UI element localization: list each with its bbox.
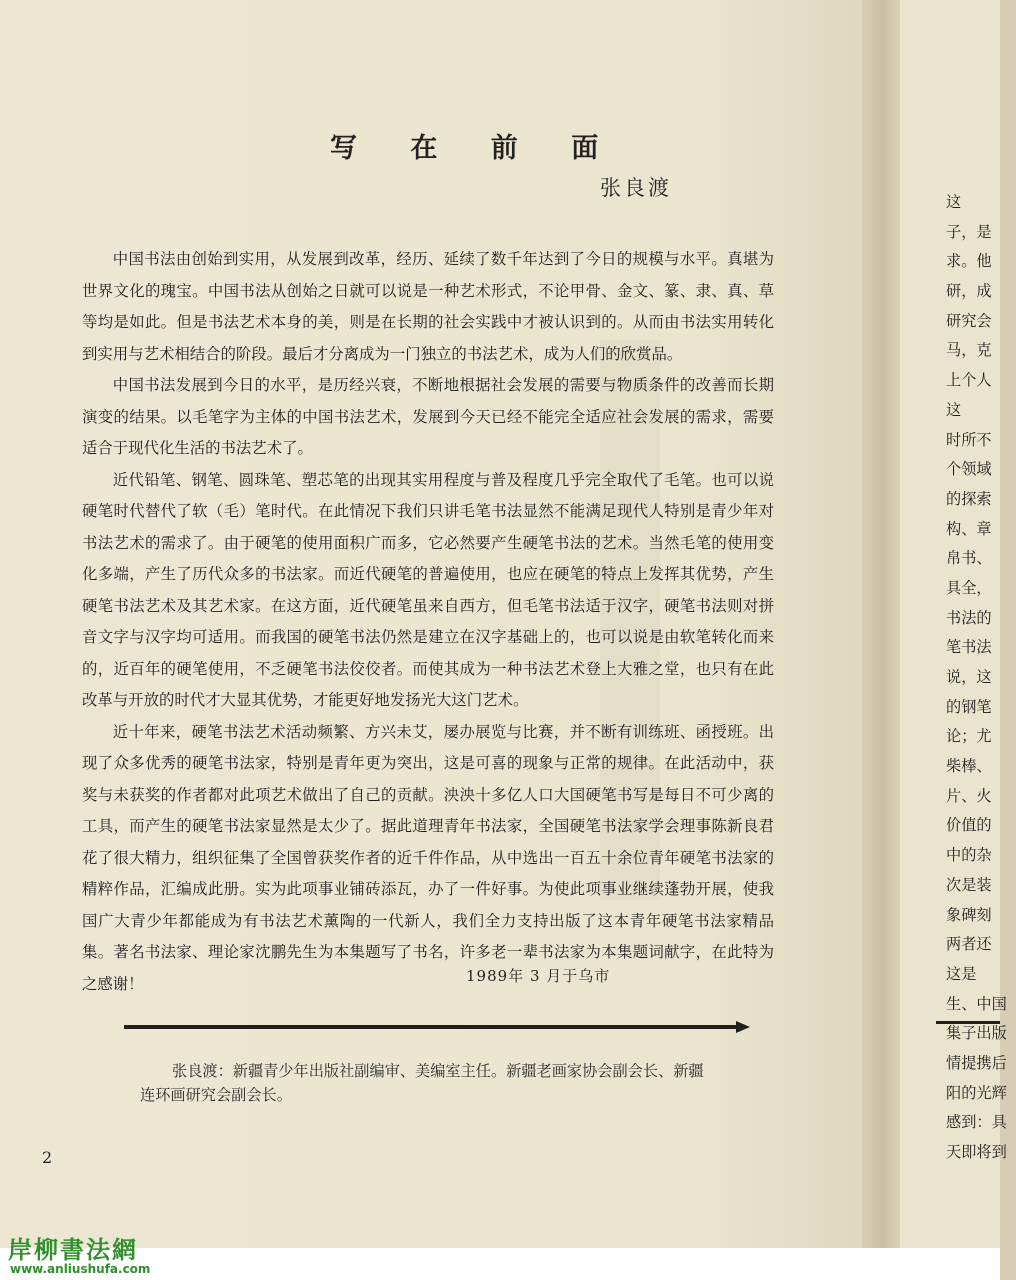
right-line: 上个人 xyxy=(946,371,992,390)
date-signature: 1989年 3 月于乌市 xyxy=(466,967,611,985)
right-line: 这 xyxy=(946,400,962,419)
right-line: 感到：具 xyxy=(946,1113,1007,1132)
right-line: 片、火 xyxy=(946,786,992,805)
watermark-url: www.anliushufa.com xyxy=(10,1262,151,1276)
right-line: 阳的光辉 xyxy=(946,1083,1007,1102)
paragraph-3: 近代铅笔、钢笔、圆珠笔、塑芯笔的出现其实用程度与普及程度几乎完全取代了毛笔。也可以说硬笔时代替代了软（毛）笔时代。在此情况下我们只讲毛笔书法显然不能满足现代人特别是青少年对书法艺术的需求了。由于硬笔的使用面积广而多，它必然要产生硬笔书法的艺术。当然毛笔的使用变化多端，产生了历代众多的书法家。而近代硬笔的普遍使用，也应在硬笔的特点上发挥其优势，产生硬笔书法艺术及其艺术家。在这方面，近代硬笔虽来自西方，但毛笔书法适于汉字，硬笔书法则对拼音文字与汉字均可适用。而我国的硬笔书法仍然是建立在汉字基础上的，也可以说是由软笔转化而来的，近百年的硬笔使用，不乏硬笔书法佼佼者。而使其成为一种书法艺术登上大雅之堂，也只有在此改革与开放的时代才大显其优势，才能更好地发扬光大这门艺术。 xyxy=(82,470,774,709)
right-line: 书法的 xyxy=(946,608,992,627)
right-line: 象碑刻 xyxy=(946,905,992,924)
right-line: 这 xyxy=(946,193,962,211)
book-gutter xyxy=(862,0,902,1248)
right-line: 论；尤 xyxy=(946,727,992,746)
right-line: 时所不 xyxy=(946,430,992,449)
right-line: 求。他 xyxy=(946,252,992,271)
paragraph-2: 中国书法发展到今日的水平，是历经兴衰，不断地根据社会发展的需要与物质条件的改善而长期演变的结果。以毛笔字为主体的中国书法艺术，发展到今天已经不能完全适应社会发展的需求，需要适合于现代化生活的书法艺术了。 xyxy=(82,376,774,457)
right-line: 子，是 xyxy=(946,222,992,241)
paragraph-4: 近十年来，硬笔书法艺术活动频繁、方兴未艾，屡办展览与比赛，并不断有训练班、函授班。出现了众多优秀的硬笔书法家，特别是青年更为突出，这是可喜的现象与正常的规律。在此活动中，获奖与未获奖的作者都对此项艺术做出了自己的贡献。泱泱十多亿人口大国硬笔书写是每日不可少离的工具，而产生的硬笔书法家显然是太少了。据此道理青年书法家，全国硬笔书法家学会理事陈新良君花了很大精力，组织征集了全国曾获奖作者的近千件作品，从中选出一百五十余位青年硬笔书法家的精粹作品，汇编成此册。实为此项事业铺砖添瓦，办了一件好事。为使此项事业继续蓬勃开展，使我国广大青少年都能成为有书法艺术薰陶的一代新人，我们全力支持出版了这本青年硬笔书法家精品集。著名书法家、理论家沈鹏先生为本集题写了书名，许多老一辈书法家为本集题词献字，在此特为之感谢！ xyxy=(82,722,774,993)
right-line: 生、中国 xyxy=(946,994,1007,1013)
right-line: 构、章 xyxy=(946,519,992,538)
paragraph-1: 中国书法由创始到实用，从发展到改革，经历、延续了数千年达到了今日的规模与水平。真堪为世界文化的瑰宝。中国书法从创始之日就可以说是一种艺术形式，不论甲骨、金文、篆、隶、真、草等均是如此。但是书法艺术本身的美，则是在长期的社会实践中才被认识到的。从而由书法实用转化到实用与艺术相结合的阶段。最后才分离成为一门独立的书法艺术，成为人们的欣赏品。 xyxy=(82,250,774,363)
right-line: 次是装 xyxy=(946,875,992,894)
right-line: 这是 xyxy=(946,964,977,983)
footnote-line-1: 张良渡：新疆青少年出版社副编审、美编室主任。新疆老画家协会副会长、新疆 xyxy=(172,1062,704,1080)
right-line: 帛书、 xyxy=(946,549,992,568)
page-number: 2 xyxy=(42,1148,53,1167)
right-line: 天即将到 xyxy=(946,1143,1007,1161)
right-line: 中的杂 xyxy=(946,846,992,865)
footnote-divider xyxy=(124,1025,738,1029)
right-line: 的钢笔 xyxy=(946,697,992,716)
right-line: 情提携后 xyxy=(946,1053,1007,1072)
right-line: 价值的 xyxy=(946,816,992,835)
right-line: 两者还 xyxy=(946,935,992,954)
right-line: 说，这 xyxy=(946,668,992,686)
right-line: 马，克 xyxy=(946,341,992,360)
preface-body xyxy=(82,244,774,1000)
right-line: 研，成 xyxy=(946,282,992,301)
watermark-logo: 岸柳書法網 xyxy=(8,1236,138,1264)
right-line: 的探索 xyxy=(946,489,992,508)
divider-arrow-tip xyxy=(736,1021,750,1033)
right-line: 个领域 xyxy=(946,460,992,479)
right-line: 研究会 xyxy=(946,311,992,330)
right-line: 集子出版 xyxy=(946,1024,1007,1043)
author-footnote xyxy=(140,1059,740,1107)
right-line: 柴棒、 xyxy=(946,757,992,776)
right-line: 笔书法 xyxy=(946,638,992,657)
page-title: 写 在 前 面 xyxy=(330,133,621,164)
author-name: 张良渡 xyxy=(600,176,672,200)
right-page-divider xyxy=(936,1021,1000,1024)
footnote-line-2: 连环画研究会副会长。 xyxy=(140,1086,292,1104)
right-line: 具全， xyxy=(946,578,992,597)
